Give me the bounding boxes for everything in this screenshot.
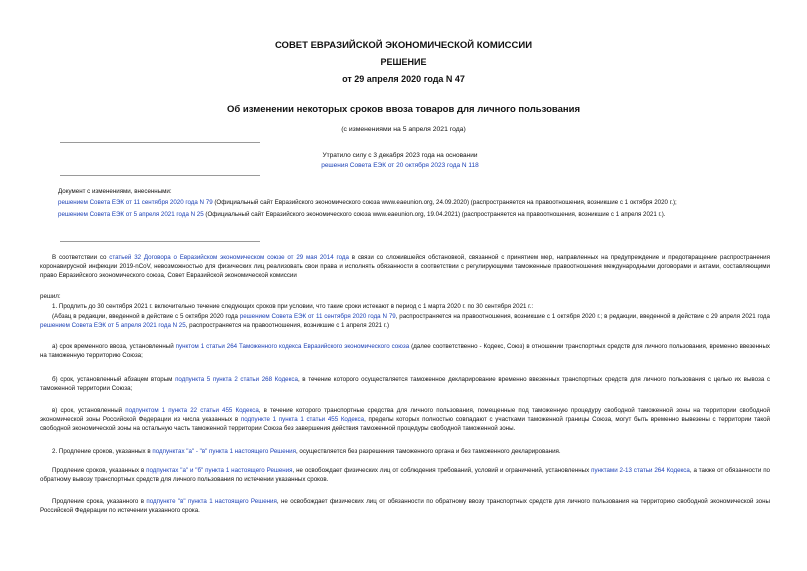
doc-date-number: от 29 апреля 2020 года N 47 bbox=[342, 74, 465, 84]
change-link[interactable]: решением Совета ЕЭК от 11 сентября 2020 года N 79 bbox=[58, 199, 213, 206]
subpoint-text: (далее соответственно - Кодекс, Союз) в отношении транспортных средств для личного пользования, временно ввезенных на таможенную территорию Союза; bbox=[40, 343, 770, 359]
preamble-text: В соответствии со bbox=[52, 254, 110, 261]
change-item-text: (Официальный сайт Евразийского экономического союза www.eaeunion.org, 24.09.2020) (распространяется на правоотношения, возникшие с 1 октября 2020 г.); bbox=[212, 199, 677, 206]
doc-type: РЕШЕНИЕ bbox=[380, 57, 427, 67]
decided-label: решил: bbox=[40, 293, 61, 300]
point-text: Продление срока, указанного в bbox=[52, 498, 147, 505]
point-text: , не освобождает физических лиц от соблюдения требований, условий и ограничений, установленных bbox=[292, 467, 592, 474]
note-text: , распространяется на правоотношения, возникшие с 1 октября 2020 г.; в редакции, введенной в действие с 29 апреля 2021 года bbox=[395, 313, 770, 320]
amendment-link[interactable]: решением Совета ЕЭК от 11 сентября 2020 года N 79 bbox=[239, 313, 396, 320]
change-link[interactable]: решением Совета ЕЭК от 5 апреля 2021 года N 25 bbox=[58, 211, 204, 218]
changes-block bbox=[58, 187, 773, 219]
divider bbox=[60, 241, 260, 242]
divider bbox=[60, 142, 260, 143]
lost-force-link[interactable]: решения Совета ЕЭК от 20 октября 2023 года N 118 bbox=[321, 162, 479, 169]
code-link[interactable]: подпункте 1 пункта 1 статьи 455 Кодекса bbox=[240, 416, 365, 423]
changes-intro: Документ с изменениями, внесенными: bbox=[58, 188, 172, 195]
subpoint-b bbox=[40, 375, 770, 393]
subpoint-text: , в течение которого транспортные средства для личного пользования, помещенные под таможенную процедуру свободной таможенной зоны на территории свободной экономической зоны Российской Федерации из числа указанных в bbox=[40, 407, 770, 423]
subpoint-text: б) срок, установленный абзацем вторым bbox=[52, 376, 176, 383]
subpoint-text: в) срок, установленный bbox=[52, 407, 126, 414]
amendment-link[interactable]: решением Совета ЕЭК от 5 апреля 2021 года N 25 bbox=[40, 322, 186, 329]
org-name: СОВЕТ ЕВРАЗИЙСКОЙ ЭКОНОМИЧЕСКОЙ КОМИССИИ bbox=[274, 40, 533, 51]
point-text: , осуществляется без разрешения таможенного органа и без таможенного декларирования. bbox=[295, 448, 561, 455]
decision-link[interactable]: подпунктах "а" - "в" пункта 1 настоящего Решения bbox=[152, 448, 296, 455]
subpoint-v bbox=[40, 406, 770, 433]
change-item bbox=[58, 210, 773, 219]
doc-title: Об изменении некоторых сроков ввоза товаров для личного пользования bbox=[226, 104, 580, 115]
decision-link[interactable]: подпунктах "а" и "б" пункта 1 настоящего Решения bbox=[146, 467, 293, 474]
point-3 bbox=[40, 466, 770, 484]
treaty-link[interactable]: статьей 32 Договора о Евразийском экономическом союзе от 29 мая 2014 года bbox=[109, 254, 349, 261]
point-4 bbox=[40, 497, 770, 515]
divider bbox=[60, 175, 260, 176]
code-link[interactable]: пунктами 2-13 статьи 264 Кодекса bbox=[591, 467, 690, 474]
decision-link[interactable]: подпункте "в" пункта 1 настоящего Решения bbox=[146, 498, 277, 505]
preamble bbox=[40, 253, 770, 280]
code-link[interactable]: пунктом 1 статьи 264 Таможенного кодекса Евразийского экономического союза bbox=[175, 343, 410, 350]
change-item bbox=[58, 198, 773, 207]
note-text: , распространяется на правоотношения, возникшие с 1 апреля 2021 г.) bbox=[185, 322, 390, 329]
code-link[interactable]: подпунктом 1 пункта 22 статьи 455 Кодекса bbox=[125, 407, 259, 414]
subpoint-text: а) срок временного ввоза, установленный bbox=[52, 343, 176, 350]
point-text: Продление сроков, указанных в bbox=[52, 467, 147, 474]
preamble-text: в связи со сложившейся обстановкой, связанной с принятием мер, направленных на предупреждение и предотвращение распространения коронавирусной инфекции 2019-nCoV, невозможностью для физических лиц реализовать свои права и исполнять обязанности в соответствии с регулирующими таможенные правоотношения международными договорами и актами, составляющими право Евразийского экономического союза, Совет Евразийской экономической комиссии bbox=[40, 254, 770, 279]
lost-force-text: Утратило силу с 3 декабря 2023 года на основании bbox=[322, 152, 478, 159]
note-text: (Абзац в редакции, введенной в действие с 5 октября 2020 года bbox=[52, 313, 240, 320]
subpoint-a bbox=[40, 342, 770, 360]
point-text: 2. Продление сроков, указанных в bbox=[52, 448, 153, 455]
point-text: , не освобождает физических лиц от обязанности по обратному ввозу транспортных средств для личного пользования на территорию свободной экономической зоны Российской Федерации по истечении указанного срока. bbox=[40, 498, 770, 514]
point-text: , а также от обязанности по обратному вывозу транспортных средств для личного пользования по истечении указанных сроков. bbox=[40, 467, 770, 483]
subpoint-text: , пределы которых полностью совпадают с участками таможенной границы Союза, могут быть временно вывезены с территории такой свободной экономической зоны на остальную часть таможенной территории Союза без завершения действия таможенной процедуры свободной таможенной зоны. bbox=[40, 416, 770, 432]
change-item-text: (Официальный сайт Евразийского экономического союза www.eaeunion.org, 19.04.2021) (распространяется на правоотношения, возникшие с 1 апреля 2021 г.). bbox=[203, 211, 666, 218]
point-1: 1. Продлить до 30 сентября 2021 г. включительно течение следующих сроков при условии, что такие сроки истекают в период с 1 марта 2020 г. по 30 сентября 2021 г.: bbox=[52, 303, 534, 310]
subpoint-text: , в течение которого осуществляется таможенное декларирование временно ввезенных транспортных средств для личного пользования с целью их вывоза с таможенной территории Союза; bbox=[40, 376, 770, 392]
lost-force-notice bbox=[300, 151, 500, 171]
point-2 bbox=[40, 447, 770, 456]
revision-note: (с изменениями на 5 апреля 2021 года) bbox=[341, 126, 466, 133]
point-1-note bbox=[40, 312, 770, 330]
code-link[interactable]: подпункта 5 пункта 2 статьи 268 Кодекса bbox=[175, 376, 298, 383]
